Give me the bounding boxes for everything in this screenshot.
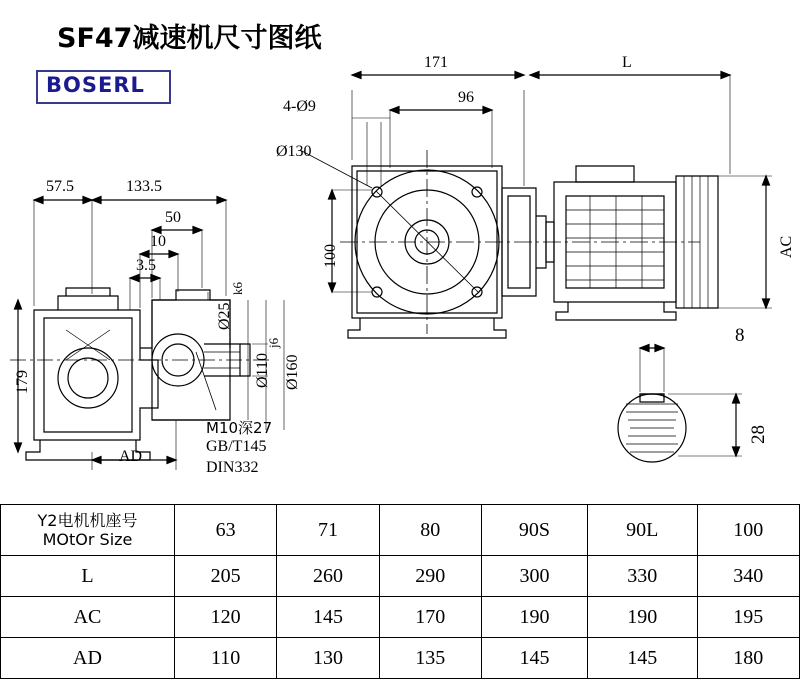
dim-AC: AC <box>778 235 795 258</box>
cell-AC-80: 170 <box>379 597 481 638</box>
cell-L-90s: 300 <box>481 556 587 597</box>
dim-3-5: 3.5 <box>136 257 156 274</box>
table-header-cn: Y2电机机座号 <box>37 511 138 530</box>
table-header-en: MOtOr Size <box>42 530 133 549</box>
dim-AD: AD <box>119 448 143 465</box>
cell-AC-90l: 190 <box>587 597 697 638</box>
dim-28: 28 <box>748 425 769 444</box>
dim-O25-tolerance: k6 <box>230 282 245 295</box>
row-label-AD: AD <box>1 638 175 679</box>
dim-O130: Ø130 <box>276 143 312 160</box>
spec-table-wrapper <box>0 504 800 679</box>
table-col-80: 80 <box>379 505 481 556</box>
page-title: SF47减速机尺寸图纸 <box>57 23 322 54</box>
cell-AD-100: 180 <box>697 638 799 679</box>
dim-133-5: 133.5 <box>126 178 162 195</box>
cell-AC-90s: 190 <box>481 597 587 638</box>
dim-50: 50 <box>165 209 181 226</box>
table-col-90s: 90S <box>481 505 587 556</box>
dim-100: 100 <box>322 244 339 268</box>
dim-96: 96 <box>458 89 474 106</box>
table-col-100: 100 <box>697 505 799 556</box>
dim-O160: Ø160 <box>284 354 301 390</box>
note-m10: M10深27 <box>206 419 273 437</box>
dim-O25: Ø25 <box>216 302 233 330</box>
cell-AD-63: 110 <box>175 638 277 679</box>
cell-AD-71: 130 <box>277 638 379 679</box>
dim-57-5: 57.5 <box>46 178 74 195</box>
table-col-90l: 90L <box>587 505 697 556</box>
dim-179: 179 <box>14 370 31 394</box>
table-header-row <box>1 505 800 556</box>
cell-AC-63: 120 <box>175 597 277 638</box>
cell-L-80: 290 <box>379 556 481 597</box>
row-label-AC: AC <box>1 597 175 638</box>
dim-10: 10 <box>150 233 166 250</box>
note-gbt145: GB/T145 <box>206 438 267 455</box>
table-row <box>1 597 800 638</box>
dim-L: L <box>622 54 632 71</box>
cell-AC-71: 145 <box>277 597 379 638</box>
cell-AD-90s: 145 <box>481 638 587 679</box>
cell-AD-80: 135 <box>379 638 481 679</box>
dim-171: 171 <box>424 54 448 71</box>
cell-AC-100: 195 <box>697 597 799 638</box>
logo-text: BOSERL <box>46 73 145 97</box>
cell-L-100: 340 <box>697 556 799 597</box>
table-header-label <box>1 505 175 556</box>
dim-O110-tolerance: j6 <box>266 337 281 348</box>
dim-O110: Ø110 <box>254 353 271 388</box>
note-din332: DIN332 <box>206 459 259 476</box>
dim-key-8: 8 <box>735 325 745 346</box>
table-col-63: 63 <box>175 505 277 556</box>
dim-4xO9: 4-Ø9 <box>283 98 316 115</box>
spec-table <box>0 504 800 679</box>
table-col-71: 71 <box>277 505 379 556</box>
cell-L-90l: 330 <box>587 556 697 597</box>
cell-L-63: 205 <box>175 556 277 597</box>
cell-L-71: 260 <box>277 556 379 597</box>
table-row <box>1 638 800 679</box>
row-label-L: L <box>1 556 175 597</box>
cell-AD-90l: 145 <box>587 638 697 679</box>
table-row <box>1 556 800 597</box>
